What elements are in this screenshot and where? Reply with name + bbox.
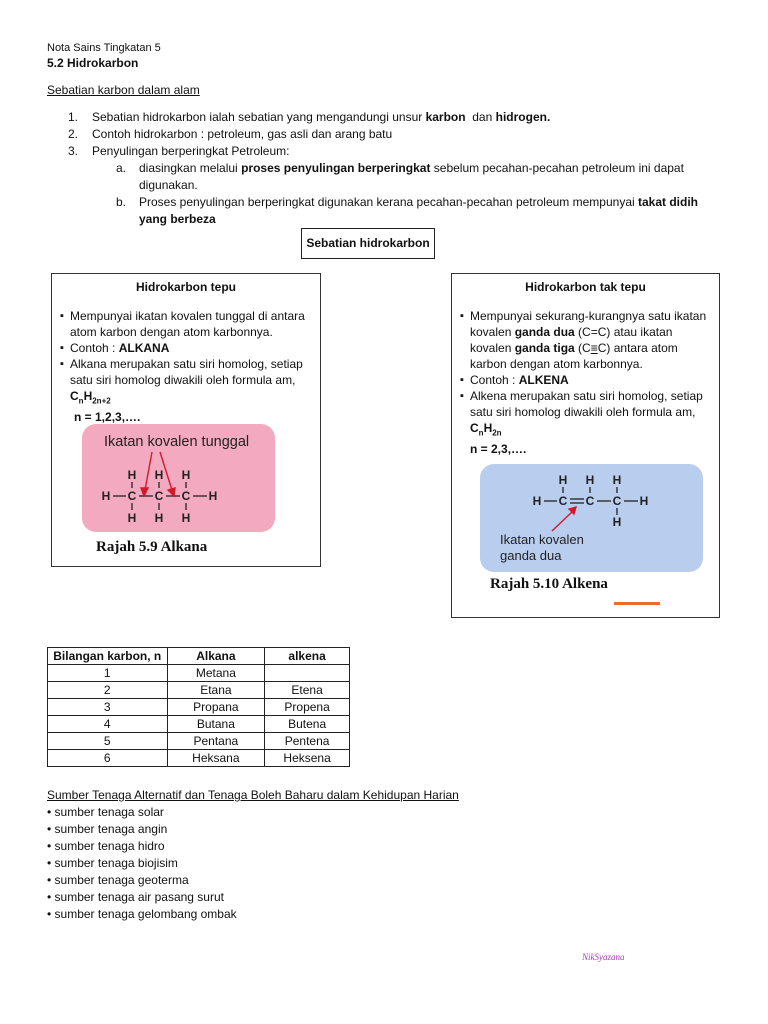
list-item: • sumber tenaga gelombang ombak	[47, 907, 237, 921]
list-item: 3. Penyulingan berperingkat Petroleum:	[68, 144, 290, 158]
table-row: 1 Metana	[48, 665, 350, 682]
hydrocarbon-center-box: Sebatian hidrokarbon	[301, 228, 435, 259]
svg-text:C: C	[558, 494, 568, 508]
table-row: 4 Butana Butena	[48, 716, 350, 733]
list-item: • sumber tenaga air pasang surut	[47, 890, 224, 904]
table-row: 2 Etana Etena	[48, 682, 350, 699]
bullet-item: ▪ Contoh : ALKANA	[61, 340, 310, 356]
svg-text:H: H	[181, 468, 191, 482]
sub-list-item: a. diasingkan melalui proses penyulingan berperingkat sebelum pecahan-pecahan petroleum ini dapat digunakan.	[116, 161, 684, 192]
bullet-item: ▪ Alkana merupakan satu siri homolog, setiap satu siri homolog diwakili oleh formula am,	[61, 356, 310, 388]
list-item: 2. Contoh hidrokarbon : petroleum, gas asli dan arang batu	[68, 127, 393, 141]
svg-text:H: H	[208, 489, 218, 503]
svg-text:H: H	[154, 511, 164, 525]
bullet-item: ▪ Contoh : ALKENA	[461, 372, 710, 388]
header-topic: 5.2 Hidrokarbon	[47, 56, 139, 70]
list-item: • sumber tenaga solar	[47, 805, 164, 819]
svg-text:H: H	[127, 468, 137, 482]
alkene-caption: Rajah 5.10 Alkena	[490, 576, 608, 592]
svg-text:H: H	[181, 511, 191, 525]
table-row: 6 Heksana Heksena	[48, 750, 350, 767]
panel-title: Hidrokarbon tak tepu	[525, 280, 646, 294]
bullet-item: ▪ Mempunyai sekurang-kurangnya satu ikatan kovalen ganda dua (C=C) atau ikatan kovalen ganda tiga (C≡C) antara atom karbon dengan atom karbonnya.	[461, 308, 710, 372]
list-item: • sumber tenaga biojisim	[47, 856, 178, 870]
list-item: 1. Sebatian hidrokarbon ialah sebatian yang mengandungi unsur karbon dan hidrogen.	[68, 110, 551, 124]
alkene-figure-label: ganda dua	[500, 548, 562, 563]
alkene-figure-label: Ikatan kovalen	[500, 532, 584, 547]
svg-text:C: C	[612, 494, 622, 508]
svg-text:H: H	[558, 473, 568, 487]
sub-list-item: b. Proses penyulingan berperingkat digunakan kerana pecahan-pecahan petroleum mempunyai takat didih yang berbeza	[116, 195, 699, 226]
homologous-series-table	[47, 647, 350, 767]
svg-text:H: H	[639, 494, 649, 508]
svg-text:C: C	[127, 489, 137, 503]
table-row: 3 Propana Propena	[48, 699, 350, 716]
bullet-item: ▪ Mempunyai ikatan kovalen tunggal di antara atom karbon dengan atom karbonnya.	[61, 308, 310, 340]
general-formula: $C_nH_{2n+2}$	[70, 389, 111, 406]
list-item: • sumber tenaga geoterma	[47, 873, 189, 887]
alkane-figure-label: Ikatan kovalen tunggal	[104, 434, 250, 450]
svg-text:H: H	[154, 468, 164, 482]
table-header-row: Bilangan karbon, n Alkana alkena	[48, 648, 350, 665]
list-item: • sumber tenaga angin	[47, 822, 168, 836]
svg-text:C: C	[154, 489, 164, 503]
energy-sources-section	[47, 787, 459, 923]
svg-text:H: H	[612, 515, 622, 529]
n-values: n = 2,3,….	[470, 442, 527, 457]
svg-text:C: C	[181, 489, 191, 503]
svg-text:H: H	[585, 473, 595, 487]
bullet-item: ▪ Alkena merupakan satu siri homolog, setiap satu siri homolog diwakili oleh formula am,	[461, 388, 710, 420]
alkene-diagram	[480, 464, 705, 574]
unsaturated-hydrocarbon-panel	[451, 273, 720, 618]
author-signature: NikSyazana	[582, 952, 625, 962]
list-item: • sumber tenaga hidro	[47, 839, 165, 853]
svg-text:H: H	[612, 473, 622, 487]
alkane-caption: Rajah 5.9 Alkana	[96, 539, 208, 555]
section-title: Sebatian karbon dalam alam	[47, 83, 200, 97]
numbered-list	[68, 109, 748, 228]
general-formula: $C_nH_{2n}$	[470, 421, 502, 438]
table-row: 5 Pentana Pentena	[48, 733, 350, 750]
alkane-diagram	[82, 424, 277, 534]
energy-sources-title: Sumber Tenaga Alternatif dan Tenaga Boleh Baharu dalam Kehidupan Harian	[47, 788, 459, 802]
n-values: n = 1,2,3,….	[74, 410, 141, 425]
accent-line	[614, 602, 660, 605]
header-subject: Nota Sains Tingkatan 5	[47, 42, 161, 54]
svg-text:H: H	[532, 494, 542, 508]
panel-title: Hidrokarbon tepu	[135, 280, 236, 294]
svg-text:H: H	[127, 511, 137, 525]
svg-text:C: C	[585, 494, 595, 508]
svg-text:H: H	[101, 489, 111, 503]
saturated-hydrocarbon-panel	[51, 273, 321, 567]
